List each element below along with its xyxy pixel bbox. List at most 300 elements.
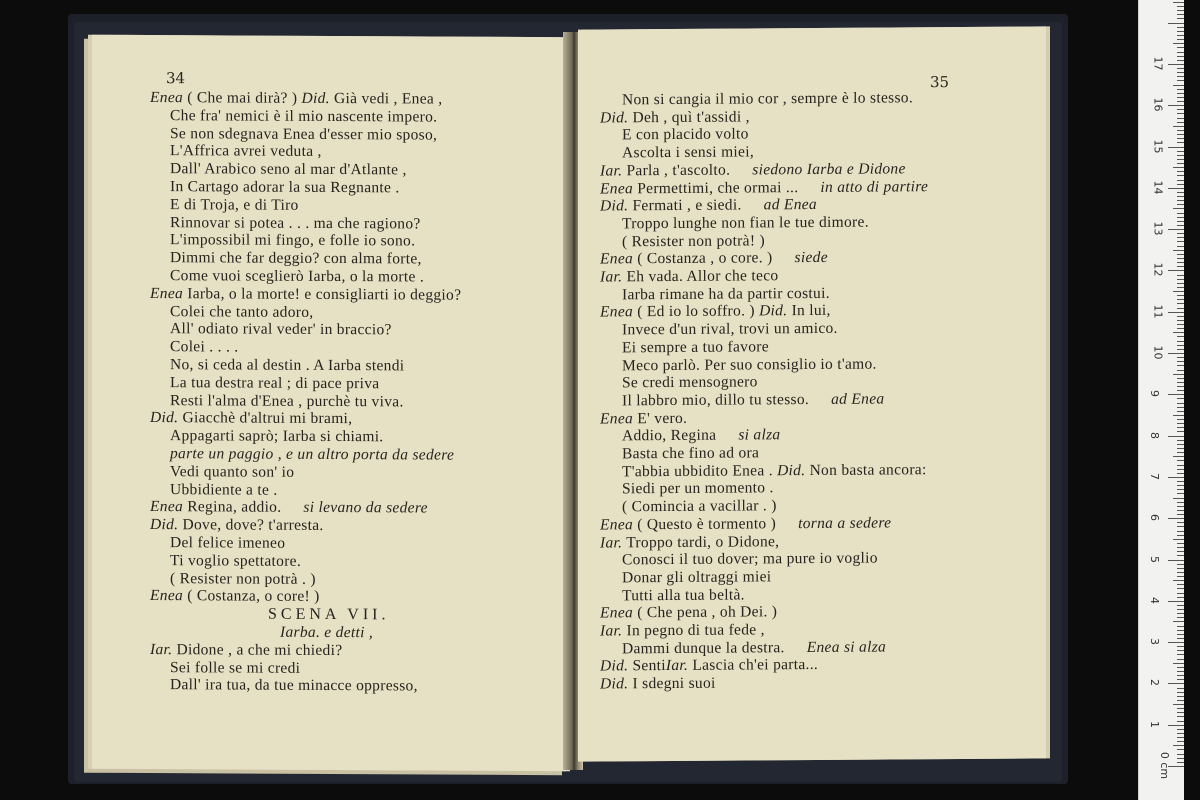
- verse-text: Tutti alla tua beltà.: [622, 586, 745, 604]
- verse-text: ( Comincia a vacillar . ): [622, 497, 777, 516]
- ruler-tick: [1173, 2, 1184, 3]
- ruler-tick: [1177, 279, 1184, 280]
- ruler-tick: [1177, 493, 1184, 494]
- ruler-tick: [1177, 403, 1184, 404]
- right-page: [578, 26, 1046, 761]
- ruler-tick: [1177, 721, 1184, 722]
- verse-text: L'impossibil mi fingo, e folle io sono.: [170, 231, 416, 250]
- text-line: [622, 497, 777, 516]
- ruler-tick: [1173, 374, 1184, 375]
- ruler-number: 9: [1148, 390, 1161, 398]
- verse-text: Lascia ch'ei parta...: [688, 656, 819, 675]
- verse-text: Giacchè d'altrui mi brami,: [178, 409, 353, 428]
- verse-text: In lui,: [787, 302, 831, 320]
- ruler-tick: [1177, 266, 1184, 267]
- stage-direction: ad Enea: [763, 196, 817, 214]
- verse-text: Deh , quì t'assidi ,: [628, 108, 750, 126]
- ruler-tick: [1168, 683, 1184, 684]
- ruler-tick: [1177, 345, 1184, 346]
- ruler-tick: [1173, 291, 1184, 292]
- ruler-tick: [1177, 200, 1184, 201]
- verse-text: Colei che tanto adoro,: [170, 302, 314, 321]
- verse-text: E di Troja, e di Tiro: [170, 195, 299, 214]
- text-line: [170, 552, 301, 571]
- text-line: [622, 285, 830, 304]
- ruler-number: 7: [1148, 472, 1161, 480]
- ruler-tick: [1177, 262, 1184, 263]
- ruler-tick: [1177, 316, 1184, 317]
- stage-direction: in atto di partire: [820, 177, 929, 196]
- verse-text: Dammi dunque la destra.: [622, 638, 785, 658]
- verse-text: Ti voglio spettatore.: [170, 551, 302, 570]
- ruler-tick: [1177, 605, 1184, 606]
- ruler-tick: [1168, 105, 1184, 106]
- text-line: [268, 606, 390, 625]
- ruler-tick: [1177, 80, 1184, 81]
- ruler-tick: [1177, 411, 1184, 412]
- ruler-number: 11: [1151, 304, 1165, 319]
- ruler-tick: [1177, 93, 1184, 94]
- text-line: [600, 249, 828, 269]
- ruler-number: 6: [1148, 514, 1161, 522]
- ruler-tick: [1177, 233, 1184, 234]
- ruler-tick: [1177, 473, 1184, 474]
- text-line: [170, 267, 424, 286]
- ruler-number: 14: [1151, 180, 1165, 195]
- text-line: [622, 427, 780, 446]
- text-line: [150, 516, 324, 535]
- ruler-tick: [1177, 101, 1184, 102]
- text-line: [600, 196, 817, 216]
- verse-text: All' odiato rival veder' in braccio?: [170, 320, 392, 339]
- stage-direction: si alza: [738, 426, 781, 444]
- ruler-tick: [1177, 180, 1184, 181]
- text-line: [600, 514, 891, 534]
- ruler-tick: [1177, 365, 1184, 366]
- text-line: [600, 533, 779, 552]
- speaker-name: Enea: [150, 284, 184, 303]
- ruler-tick: [1177, 378, 1184, 379]
- ruler-tick: [1177, 427, 1184, 428]
- verse-text: In pegno di tua fede ,: [622, 621, 765, 640]
- ruler-tick: [1177, 613, 1184, 614]
- ruler-tick: [1177, 481, 1184, 482]
- verse-text: Permettimi, che ormai ...: [633, 178, 799, 197]
- ruler-tick: [1177, 489, 1184, 490]
- text-line: [150, 498, 428, 517]
- ruler-tick: [1177, 626, 1184, 627]
- stage-direction: Enea si alza: [806, 638, 887, 656]
- verse-text: ( Resister non potrà . ): [170, 569, 316, 588]
- ruler-tick: [1177, 68, 1184, 69]
- ruler-tick: [1173, 208, 1184, 209]
- text-line: [170, 232, 415, 251]
- speaker-name: Iar.: [600, 162, 623, 180]
- ruler-tick: [1177, 39, 1184, 40]
- speaker-name: Enea: [600, 179, 634, 197]
- ruler-tick: [1177, 510, 1184, 511]
- text-line: [622, 390, 884, 410]
- ruler-tick: [1177, 213, 1184, 214]
- verse-text: Troppo tardi, o Didone,: [622, 532, 780, 551]
- ruler-number: 2: [1148, 679, 1161, 687]
- ruler-tick: [1177, 692, 1184, 693]
- verse-text: Fermati , e siedi.: [628, 196, 742, 215]
- ruler-tick: [1177, 138, 1184, 139]
- ruler-tick: [1177, 597, 1184, 598]
- speaker-name: Did.: [150, 409, 179, 427]
- ruler-tick: [1173, 621, 1184, 622]
- text-line: [622, 213, 869, 233]
- speaker-name: Iar.: [600, 533, 623, 551]
- text-line: [170, 534, 285, 553]
- text-line: [600, 267, 778, 286]
- text-line: [170, 463, 294, 482]
- text-line: [170, 214, 421, 233]
- ruler-tick: [1173, 415, 1184, 416]
- ruler-tick: [1177, 514, 1184, 515]
- text-line: [622, 143, 754, 162]
- ruler-tick: [1177, 357, 1184, 358]
- text-line: [622, 374, 758, 393]
- page-number-right: 35: [930, 73, 950, 92]
- speaker-name: Enea: [150, 498, 184, 516]
- verse-text: ( Costanza , o core. ): [633, 249, 773, 268]
- ruler-tick: [1177, 6, 1184, 7]
- ruler-tick: [1177, 320, 1184, 321]
- ruler-tick: [1168, 270, 1184, 271]
- ruler-tick: [1177, 175, 1184, 176]
- ruler-tick: [1177, 737, 1184, 738]
- text-line: [622, 320, 838, 340]
- text-line: [170, 570, 316, 589]
- text-line: [170, 143, 322, 162]
- ruler-tick: [1177, 27, 1184, 28]
- ruler-tick: [1177, 155, 1184, 156]
- ruler-number: 0 cm: [1158, 751, 1172, 780]
- measuring-ruler: [1138, 0, 1184, 800]
- verse-text: Regina, addio.: [183, 498, 282, 517]
- speaker-name: Did.: [759, 302, 788, 320]
- ruler-tick: [1177, 572, 1184, 573]
- ruler-tick: [1177, 299, 1184, 300]
- speaker-name: Did.: [301, 89, 330, 107]
- ruler-tick: [1177, 163, 1184, 164]
- ruler-tick: [1177, 303, 1184, 304]
- verse-text: Basta che fino ad ora: [622, 444, 760, 463]
- text-line: [170, 338, 238, 356]
- ruler-number: 13: [1151, 221, 1165, 236]
- ruler-tick: [1177, 324, 1184, 325]
- text-line: [622, 461, 927, 481]
- ruler-tick: [1177, 679, 1184, 680]
- ruler-tick: [1168, 518, 1184, 519]
- ruler-tick: [1177, 390, 1184, 391]
- verse-text: ( Resister non potrà! ): [622, 231, 765, 250]
- text-line: [170, 677, 418, 696]
- ruler-tick: [1177, 551, 1184, 552]
- ruler-tick: [1177, 308, 1184, 309]
- verse-text: ( Questo è tormento ): [633, 515, 777, 534]
- text-line: [600, 604, 777, 623]
- verse-text: ( Costanza, o core! ): [183, 587, 320, 606]
- speaker-name: Did.: [777, 461, 806, 479]
- ruler-tick: [1177, 336, 1184, 337]
- ruler-tick: [1177, 465, 1184, 466]
- ruler-tick: [1168, 64, 1184, 65]
- ruler-tick: [1177, 675, 1184, 676]
- text-line: [622, 638, 886, 658]
- ruler-tick: [1177, 76, 1184, 77]
- text-line: [170, 107, 437, 126]
- ruler-tick: [1168, 353, 1184, 354]
- ruler-tick: [1173, 332, 1184, 333]
- text-line: [170, 125, 437, 144]
- ruler-tick: [1173, 704, 1184, 705]
- text-line: [600, 621, 765, 640]
- ruler-tick: [1177, 283, 1184, 284]
- ruler-tick: [1177, 716, 1184, 717]
- speaker-name: Did.: [600, 675, 629, 693]
- text-line: [150, 285, 461, 305]
- ruler-tick: [1177, 576, 1184, 577]
- ruler-tick: [1168, 560, 1184, 561]
- verse-text: Conosci il tuo dover; ma pure io voglio: [622, 549, 878, 569]
- page-number-left: 34: [166, 69, 186, 88]
- ruler-tick: [1177, 52, 1184, 53]
- ruler-tick: [1177, 588, 1184, 589]
- speaker-name: Did.: [600, 657, 629, 675]
- ruler-tick: [1168, 436, 1184, 437]
- ruler-tick: [1177, 192, 1184, 193]
- ruler-tick: [1168, 394, 1184, 395]
- verse-text: Sei folle se mi credi: [170, 658, 301, 677]
- verse-text: Siedi per un momento .: [622, 479, 774, 498]
- ruler-tick: [1177, 564, 1184, 565]
- ruler-tick: [1173, 580, 1184, 581]
- ruler-tick: [1177, 10, 1184, 11]
- ruler-tick: [1173, 126, 1184, 127]
- ruler-tick: [1177, 113, 1184, 114]
- ruler-tick: [1177, 671, 1184, 672]
- verse-text: Iarba, o la morte! e consigliarti io deggio?: [183, 285, 462, 304]
- text-line: [600, 409, 687, 428]
- verse-text: ( Ed io lo soffro. ): [633, 302, 760, 321]
- text-line: [170, 249, 422, 268]
- verse-text: Didone , a che mi chiedi?: [172, 640, 343, 659]
- text-line: [622, 126, 749, 145]
- ruler-tick: [1177, 31, 1184, 32]
- ruler-tick: [1168, 601, 1184, 602]
- ruler-tick: [1177, 485, 1184, 486]
- ruler-number: 1: [1148, 720, 1161, 728]
- text-line: [170, 196, 299, 215]
- text-line: [170, 178, 400, 197]
- ruler-tick: [1177, 741, 1184, 742]
- ruler-number: 10: [1151, 345, 1165, 360]
- verse-text: Donar gli oltraggi miei: [622, 568, 772, 587]
- ruler-tick: [1173, 663, 1184, 664]
- verse-text: E' vero.: [633, 409, 688, 427]
- ruler-tick: [1177, 130, 1184, 131]
- ruler-tick: [1168, 725, 1184, 726]
- ruler-tick: [1177, 729, 1184, 730]
- ruler-tick: [1177, 593, 1184, 594]
- verse-text: Dall' Arabico seno al mar d'Atlante ,: [170, 160, 407, 179]
- verse-text: Dove, dove? t'arresta.: [178, 516, 324, 535]
- ruler-tick: [1177, 398, 1184, 399]
- text-line: [622, 480, 774, 499]
- ruler-tick: [1177, 225, 1184, 226]
- ruler-tick: [1177, 109, 1184, 110]
- ruler-tick: [1177, 531, 1184, 532]
- stage-direction: parte un paggio , e un altro porta da sedere: [170, 445, 455, 464]
- ruler-tick: [1177, 754, 1184, 755]
- verse-text: Dall' ira tua, da tue minacce oppresso,: [170, 676, 418, 695]
- ruler-tick: [1168, 477, 1184, 478]
- ruler-number: 16: [1151, 97, 1165, 112]
- speaker-name: Enea: [600, 516, 634, 534]
- ruler-tick: [1177, 522, 1184, 523]
- text-line: [600, 656, 818, 676]
- ruler-tick: [1173, 43, 1184, 44]
- verse-text: Eh vada. Allor che teco: [622, 267, 779, 286]
- text-line: [150, 587, 320, 606]
- text-line: [280, 624, 373, 642]
- ruler-tick: [1177, 638, 1184, 639]
- verse-text: Ascolta i sensi miei,: [622, 143, 755, 162]
- text-line: [622, 338, 769, 357]
- verse-text: Rinnovar si potea . . . ma che ragiono?: [170, 213, 421, 233]
- stage-direction: siedono Iarba e Didone: [752, 160, 906, 179]
- ruler-tick: [1168, 23, 1184, 24]
- ruler-tick: [1173, 498, 1184, 499]
- speaker-name: Iar.: [600, 268, 623, 286]
- ruler-tick: [1177, 122, 1184, 123]
- ruler-tick: [1177, 287, 1184, 288]
- text-line: [170, 481, 278, 500]
- speaker-name: Iar.: [665, 657, 689, 675]
- verse-text: Colei . . . .: [170, 338, 239, 356]
- speaker-name: Enea: [600, 604, 634, 622]
- ruler-tick: [1177, 295, 1184, 296]
- ruler-tick: [1173, 745, 1184, 746]
- ruler-number: 12: [1151, 262, 1165, 277]
- ruler-tick: [1168, 642, 1184, 643]
- ruler-tick: [1177, 370, 1184, 371]
- text-line: [622, 89, 913, 109]
- ruler-tick: [1177, 667, 1184, 668]
- ruler-tick: [1177, 419, 1184, 420]
- ruler-tick: [1177, 506, 1184, 507]
- text-line: [622, 444, 759, 463]
- verse-text: La tua destra real ; di pace priva: [170, 373, 380, 393]
- verse-text: Appagarti saprò; Iarba si chiami.: [170, 427, 384, 446]
- ruler-number: 3: [1148, 638, 1161, 646]
- stage-direction: ad Enea: [831, 390, 885, 408]
- ruler-tick: [1177, 543, 1184, 544]
- ruler-tick: [1177, 700, 1184, 701]
- speaker-name: Enea: [600, 303, 634, 321]
- verse-text: In Cartago adorar la sua Regnante .: [170, 178, 400, 197]
- verse-text: Se credi mensognero: [622, 373, 758, 392]
- ruler-tick: [1177, 431, 1184, 432]
- ruler-tick: [1177, 386, 1184, 387]
- ruler-tick: [1177, 630, 1184, 631]
- ruler-tick: [1177, 328, 1184, 329]
- ruler-tick: [1177, 47, 1184, 48]
- verse-text: Vedi quanto son' io: [170, 462, 295, 481]
- ruler-tick: [1177, 361, 1184, 362]
- stage-direction: si levano da sedere: [303, 499, 428, 517]
- speaker-name: Did.: [600, 197, 629, 215]
- ruler-tick: [1177, 89, 1184, 90]
- ruler-tick: [1177, 654, 1184, 655]
- text-line: [622, 568, 771, 587]
- ruler-tick: [1177, 97, 1184, 98]
- ruler-tick: [1177, 60, 1184, 61]
- ruler-tick: [1177, 444, 1184, 445]
- ruler-tick: [1177, 196, 1184, 197]
- ruler-tick: [1177, 535, 1184, 536]
- ruler-tick: [1177, 634, 1184, 635]
- verse-text: Resti l'alma d'Enea , purchè tu viva.: [170, 391, 404, 410]
- ruler-tick: [1177, 142, 1184, 143]
- ruler-tick: [1177, 762, 1184, 763]
- text-line: [170, 374, 379, 393]
- ruler-number: 15: [1151, 139, 1165, 153]
- ruler-tick: [1177, 151, 1184, 152]
- ruler-tick: [1177, 758, 1184, 759]
- ruler-tick: [1168, 147, 1184, 148]
- ruler-tick: [1177, 733, 1184, 734]
- verse-text: Parla , t'ascolto.: [622, 161, 731, 180]
- verse-text: ( Che mai dirà? ): [183, 89, 302, 107]
- verse-text: E con placido volto: [622, 125, 749, 144]
- text-line: [622, 232, 765, 251]
- verse-text: T'abbia ubbidito Enea .: [622, 461, 778, 481]
- verse-text: Invece d'un rival, trovi un amico.: [622, 319, 838, 339]
- ruler-tick: [1177, 646, 1184, 647]
- ruler-number: 17: [1151, 56, 1165, 71]
- ruler-tick: [1177, 617, 1184, 618]
- ruler-tick: [1177, 184, 1184, 185]
- verse-text: Il labbro mio, dillo tu stesso.: [622, 390, 810, 410]
- text-line: [622, 355, 877, 375]
- ruler-tick: [1177, 584, 1184, 585]
- scene-heading: SCENA VII.: [268, 605, 390, 624]
- ruler-tick: [1177, 423, 1184, 424]
- text-line: [170, 321, 392, 340]
- speaker-name: Enea: [600, 250, 634, 268]
- text-line: [600, 675, 716, 694]
- speaker-name: Enea: [600, 409, 634, 428]
- text-line: [170, 445, 454, 464]
- text-line: [600, 108, 750, 127]
- ruler-tick: [1177, 171, 1184, 172]
- speaker-name: Did.: [150, 516, 179, 534]
- ruler-tick: [1177, 217, 1184, 218]
- ruler-tick: [1177, 407, 1184, 408]
- stage-direction: siede: [794, 249, 828, 267]
- text-line: [150, 641, 342, 660]
- ruler-tick: [1168, 229, 1184, 230]
- verse-text: Ei sempre a tuo favore: [622, 338, 769, 357]
- ruler-tick: [1173, 539, 1184, 540]
- verse-text: Troppo lunghe non fian le tue dimore.: [622, 213, 869, 233]
- text-line: [170, 392, 404, 411]
- ruler-tick: [1177, 609, 1184, 610]
